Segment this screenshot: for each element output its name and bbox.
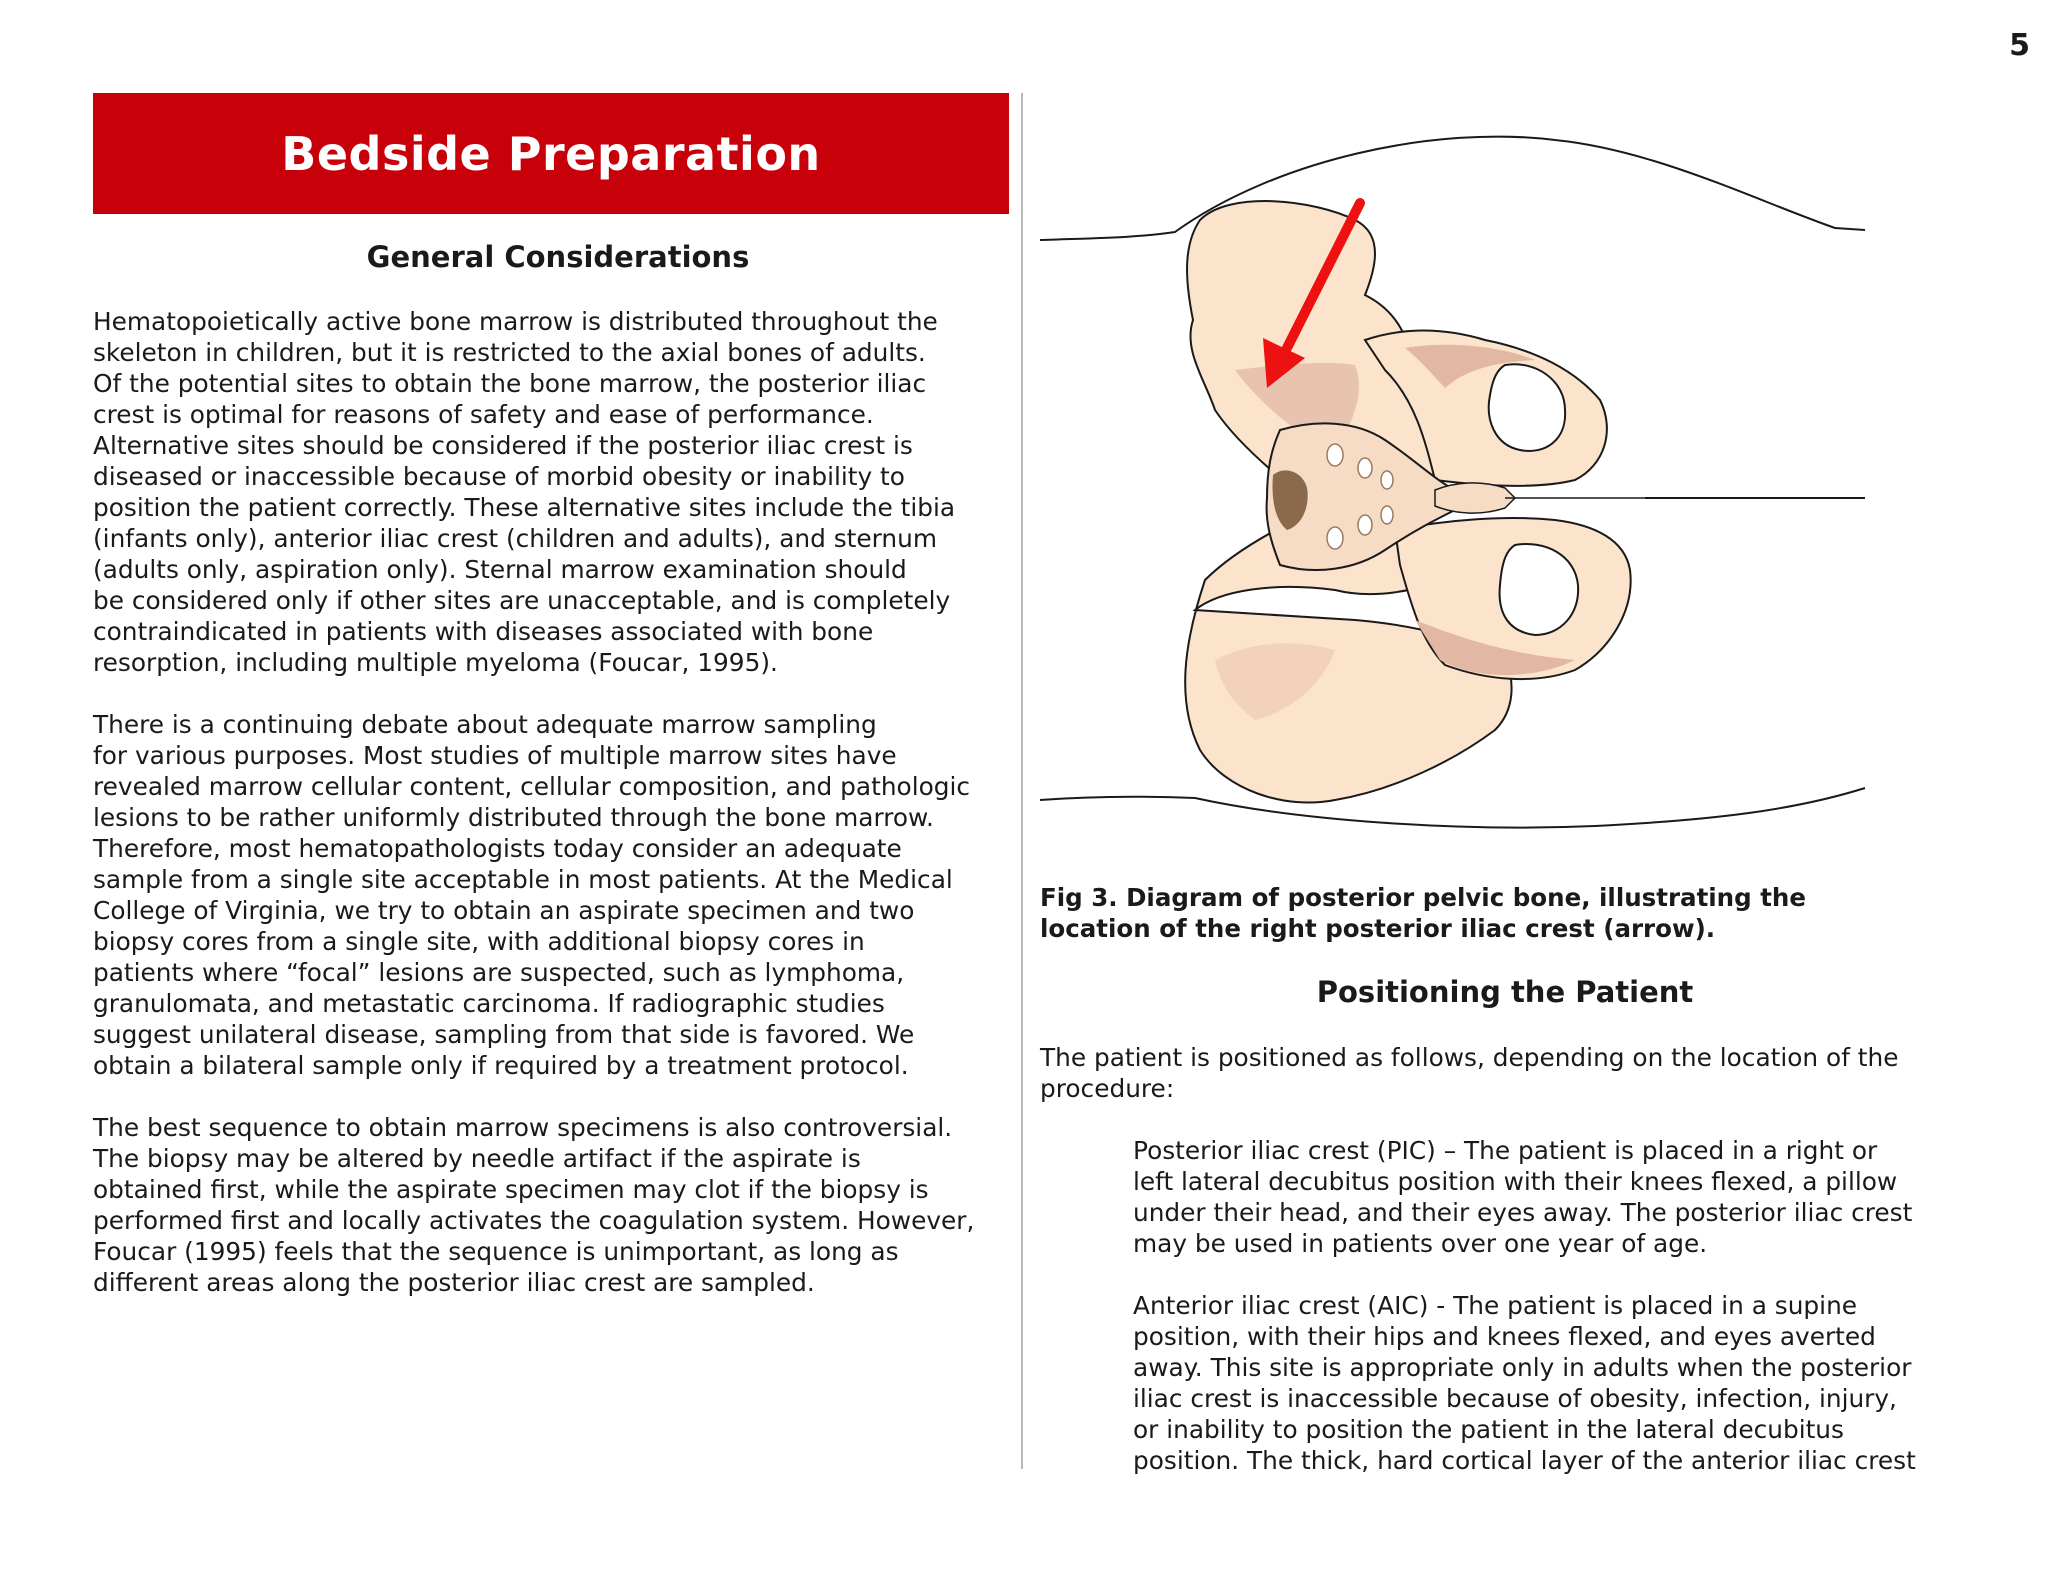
text-line: position. The thick, hard cortical layer of the anterior iliac crest (1133, 1446, 1916, 1475)
text-line: Anterior iliac crest (AIC) - The patient is placed in a supine (1133, 1291, 1858, 1320)
text-line: different areas along the posterior iliac crest are sampled. (93, 1268, 815, 1297)
text-line: left lateral decubitus position with their knees flexed, a pillow (1133, 1167, 1898, 1196)
text-line: patients where “focal” lesions are suspected, such as lymphoma, (93, 958, 905, 987)
text-line: The best sequence to obtain marrow specimens is also controversial. (93, 1113, 953, 1142)
text-line: resorption, including multiple myeloma (Foucar, 1995). (93, 648, 778, 677)
right-column (1040, 975, 1970, 1507)
text-line: obtain a bilateral sample only if required by a treatment protocol. (93, 1051, 909, 1080)
text-line: position the patient correctly. These alternative sites include the tibia (93, 493, 956, 522)
text-line: Of the potential sites to obtain the bone marrow, the posterior iliac (93, 369, 927, 398)
text-line: Therefore, most hematopathologists today consider an adequate (93, 834, 902, 863)
text-line: The patient is positioned as follows, depending on the location of the (1040, 1043, 1899, 1072)
text-line: Posterior iliac crest (PIC) – The patient is placed in a right or (1133, 1136, 1878, 1165)
paragraph (93, 1112, 1023, 1298)
paragraph (93, 306, 1023, 678)
text-line: iliac crest is inaccessible because of obesity, infection, injury, (1133, 1384, 1897, 1413)
text-line: contraindicated in patients with diseases associated with bone (93, 617, 874, 646)
caption-line: location of the right posterior iliac crest (arrow). (1040, 914, 1716, 943)
text-line: Alternative sites should be considered if the posterior iliac crest is (93, 431, 913, 460)
text-line: crest is optimal for reasons of safety and ease of performance. (93, 400, 874, 429)
text-line: performed first and locally activates the coagulation system. However, (93, 1206, 975, 1235)
text-line: or inability to position the patient in the lateral decubitus (1133, 1415, 1844, 1444)
text-line: biopsy cores from a single site, with additional biopsy cores in (93, 927, 865, 956)
coccyx (1435, 483, 1515, 513)
text-line: There is a continuing debate about adequate marrow sampling (93, 710, 877, 739)
text-line: may be used in patients over one year of age. (1133, 1229, 1708, 1258)
text-line: be considered only if other sites are unacceptable, and is completely (93, 586, 951, 615)
text-line: obtained first, while the aspirate specimen may clot if the biopsy is (93, 1175, 929, 1204)
body-contour-top (1040, 137, 1865, 240)
general-considerations-heading: General Considerations (366, 240, 750, 274)
text-line: The biopsy may be altered by needle artifact if the aspirate is (93, 1144, 861, 1173)
caption-line: Fig 3. Diagram of posterior pelvic bone, illustrating the (1040, 883, 1806, 912)
sacral-foramen (1381, 471, 1393, 489)
sacral-foramen (1327, 444, 1343, 466)
text-line: for various purposes. Most studies of multiple marrow sites have (93, 741, 897, 770)
text-line: procedure: (1040, 1074, 1175, 1103)
text-line: revealed marrow cellular content, cellular composition, and pathologic (93, 772, 971, 801)
sacral-foramen (1381, 506, 1393, 524)
paragraph (93, 709, 1023, 1081)
section-banner (93, 93, 1009, 214)
text-line: position, with their hips and knees flexed, and eyes averted (1133, 1322, 1876, 1351)
text-line: Foucar (1995) feels that the sequence is unimportant, as long as (93, 1237, 899, 1266)
text-line: College of Virginia, we try to obtain an aspirate specimen and two (93, 896, 915, 925)
sacral-foramen (1358, 458, 1372, 478)
text-line: lesions to be rather uniformly distributed through the bone marrow. (93, 803, 934, 832)
text-line: under their head, and their eyes away. The posterior iliac crest (1133, 1198, 1913, 1227)
pelvis-diagram (1035, 120, 1877, 840)
text-line: (infants only), anterior iliac crest (children and adults), and sternum (93, 524, 937, 553)
left-column (93, 240, 1023, 1329)
positioning-item-pic (1040, 1135, 1970, 1259)
page-number: 5 (2009, 28, 2030, 63)
positioning-intro (1040, 1042, 1970, 1104)
text-line: granulomata, and metastatic carcinoma. If radiographic studies (93, 989, 885, 1018)
banner-title: Bedside Preparation (281, 126, 821, 181)
text-line: suggest unilateral disease, sampling from that side is favored. We (93, 1020, 915, 1049)
sacral-foramen (1358, 515, 1372, 535)
sacral-foramen (1327, 527, 1343, 549)
text-line: (adults only, aspiration only). Sternal marrow examination should (93, 555, 907, 584)
figure-caption (1040, 882, 1980, 944)
text-line: skeleton in children, but it is restricted to the axial bones of adults. (93, 338, 926, 367)
pelvis-illustration (1035, 120, 1877, 840)
text-line: diseased or inaccessible because of morbid obesity or inability to (93, 462, 905, 491)
text-line: away. This site is appropriate only in adults when the posterior (1133, 1353, 1912, 1382)
positioning-item-aic (1040, 1290, 1970, 1476)
positioning-heading: Positioning the Patient (1316, 975, 1694, 1009)
text-line: Hematopoietically active bone marrow is distributed throughout the (93, 307, 938, 336)
text-line: sample from a single site acceptable in most patients. At the Medical (93, 865, 953, 894)
body-contour-bottom (1040, 788, 1865, 828)
